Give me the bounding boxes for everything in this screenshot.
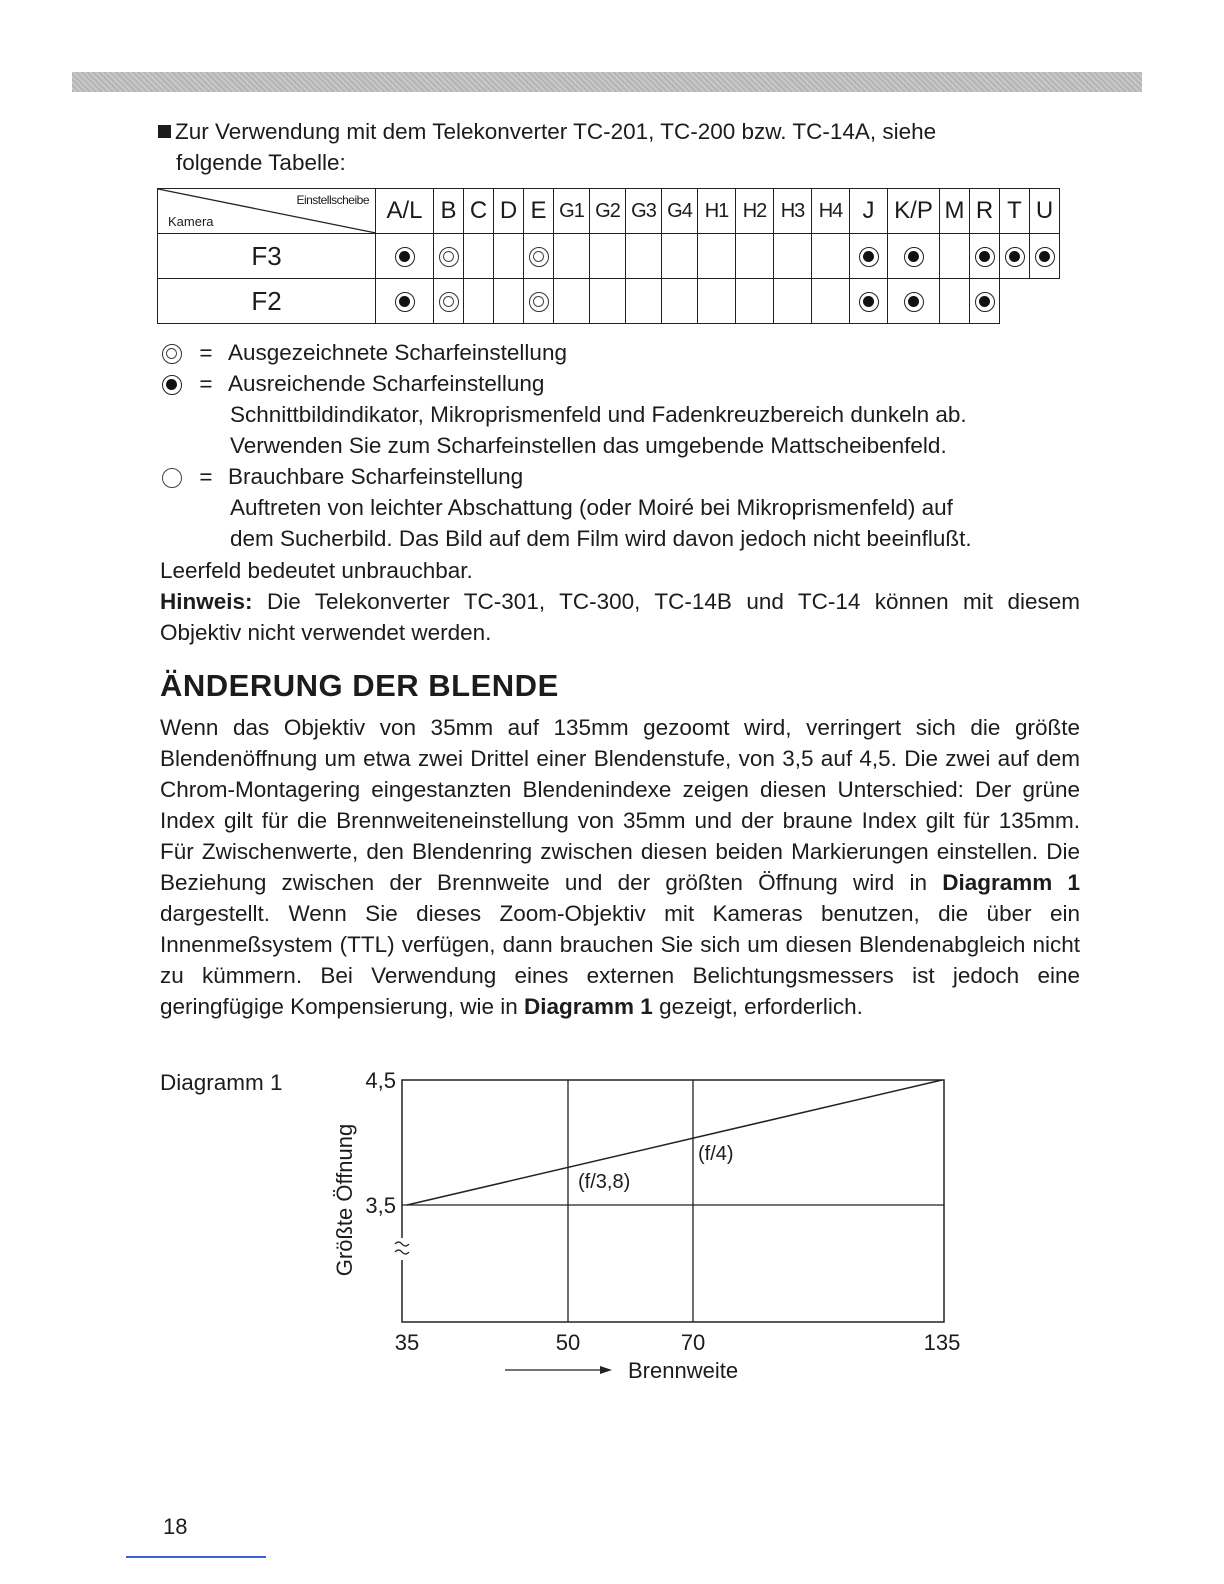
compat-cell <box>464 279 494 324</box>
column-header: H1 <box>698 189 736 234</box>
hint-text: Die Telekonverter TC-301, TC-300, TC-14B und TC-14 können mit diesem Objektiv nicht verwendet werden. <box>160 589 1080 645</box>
x-axis-label: Brennweite <box>628 1358 739 1383</box>
double-circle-icon <box>439 247 459 267</box>
compat-cell <box>434 279 464 324</box>
column-header: A/L <box>376 189 434 234</box>
compat-cell <box>970 279 1000 324</box>
aperture-chart <box>300 1060 1000 1390</box>
filled-circle-icon <box>1035 247 1055 267</box>
compat-cell <box>662 234 698 279</box>
x-tick-70: 70 <box>680 1330 706 1355</box>
column-header: G4 <box>662 189 698 234</box>
annotation-f4: (f/4) <box>698 1143 734 1165</box>
intro-text: Zur Verwendung mit dem Telekonverter TC-201, TC-200 bzw. TC-14A, siehe <box>175 119 937 144</box>
column-header: U <box>1030 189 1060 234</box>
compat-cell <box>524 234 554 279</box>
body-part-2: dargestellt. Wenn Sie dieses Zoom-Objektiv mit Kameras benutzen, die über ein Innenmeßsystem (TTL) verfügen, dann brauchen Sie sich um diesen Blendenabgleich nicht zu kümmern. Bei Verwendung eines externen Belichtungsmessers ist jedoch eine geringfügige Kompensierung, wie in <box>160 901 1080 1019</box>
compat-cell <box>850 279 888 324</box>
bullet-square-icon <box>158 125 171 138</box>
compat-cell <box>626 279 662 324</box>
x-tick-50: 50 <box>555 1330 581 1355</box>
legend-usable-detail-2: dem Sucherbild. Das Bild auf dem Film wird davon jedoch nicht beeinflußt. <box>230 526 972 551</box>
chart-frame <box>402 1080 944 1322</box>
compat-cell <box>774 234 812 279</box>
diagram-reference-1: Diagramm 1 <box>942 870 1080 895</box>
top-decorative-bar <box>72 72 1142 92</box>
column-header: C <box>464 189 494 234</box>
double-circle-icon <box>529 292 549 312</box>
column-header: G1 <box>554 189 590 234</box>
compat-cell <box>940 234 970 279</box>
filled-circle-icon <box>1005 247 1025 267</box>
compat-cell <box>736 279 774 324</box>
body-part-3: gezeigt, erforderlich. <box>659 994 863 1019</box>
table-corner-cell <box>158 189 376 234</box>
empty-field-note: Leerfeld bedeutet unbrauchbar. <box>160 558 473 583</box>
compat-cell <box>524 279 554 324</box>
intro-text-line2: folgende Tabelle: <box>176 150 346 175</box>
empty-circle-icon <box>162 468 182 488</box>
filled-circle-icon <box>859 292 879 312</box>
column-header: R <box>970 189 1000 234</box>
aperture-series-line <box>407 1080 942 1205</box>
compat-cell <box>494 279 524 324</box>
compat-cell <box>888 234 940 279</box>
compat-cell <box>590 279 626 324</box>
x-tick-135: 135 <box>923 1330 961 1355</box>
annotation-f3-8: (f/3,8) <box>578 1171 631 1193</box>
diagram-reference-2: Diagramm 1 <box>524 994 653 1019</box>
filled-circle-icon <box>975 247 995 267</box>
note-block <box>160 555 1080 648</box>
compat-cell <box>940 279 970 324</box>
filled-circle-icon <box>859 247 879 267</box>
y-tick-4-5: 4,5 <box>365 1068 396 1093</box>
legend-usable-detail-1: Auftreten von leichter Abschattung (oder Moiré bei Mikroprismenfeld) auf <box>230 495 953 520</box>
column-header: J <box>850 189 888 234</box>
legend-sufficient-detail-1: Schnittbildindikator, Mikroprismenfeld und Fadenkreuzbereich dunkeln ab. <box>230 402 967 427</box>
compat-cell <box>1000 234 1030 279</box>
camera-cell: F3 <box>158 234 376 279</box>
x-tick-35: 35 <box>394 1330 420 1355</box>
compat-cell <box>812 279 850 324</box>
legend <box>160 337 1080 554</box>
absent-cell <box>1000 279 1030 324</box>
filled-circle-icon <box>395 292 415 312</box>
intro-paragraph <box>158 116 1078 178</box>
compat-cell <box>662 279 698 324</box>
compat-cell <box>888 279 940 324</box>
table-row <box>158 234 1060 279</box>
arrow-right-icon <box>600 1366 612 1374</box>
filled-circle-icon <box>395 247 415 267</box>
column-header: H2 <box>736 189 774 234</box>
focusing-screen-table <box>157 188 1060 324</box>
compat-cell <box>1030 234 1060 279</box>
column-header: B <box>434 189 464 234</box>
diagram-label: Diagramm 1 <box>160 1070 283 1095</box>
section-body <box>160 712 1080 1022</box>
compat-cell <box>494 234 524 279</box>
column-header: K/P <box>888 189 940 234</box>
legend-row-usable <box>160 461 1080 492</box>
compat-cell <box>698 234 736 279</box>
compat-cell <box>812 234 850 279</box>
legend-row-sufficient <box>160 368 1080 399</box>
column-header: D <box>494 189 524 234</box>
compat-cell <box>698 279 736 324</box>
corner-label-camera: Kamera <box>168 214 214 229</box>
compat-cell <box>434 234 464 279</box>
y-tick-3-5: 3,5 <box>365 1193 396 1218</box>
hint-label: Hinweis: <box>160 589 253 614</box>
compat-cell <box>376 279 434 324</box>
legend-equals: = <box>199 340 213 365</box>
legend-equals: = <box>199 464 213 489</box>
section-heading: ÄNDERUNG DER BLENDE <box>160 668 559 703</box>
column-header: M <box>940 189 970 234</box>
page-number: 18 <box>163 1514 188 1539</box>
filled-circle-icon <box>904 247 924 267</box>
hint-paragraph <box>160 586 1080 648</box>
body-part-1: Wenn das Objektiv von 35mm auf 135mm gezoomt wird, verringert sich die größte Blendenöffnung um etwa zwei Drittel einer Blendenstufe, von 3,5 auf 4,5. Die zwei auf dem Chrom-Montagering eingestanzten Blendenindexe zeigen diesen Unterschied: Der grüne Index gilt für die Brennweiteneinstellung von 35mm und der braune Index gilt für 135mm. Für Zwischenwerte, den Blendenring zwischen diesen beiden Markierungen einstellen. Die Beziehung zwischen der Brennweite und der größten Öffnung wird in <box>160 715 1080 895</box>
legend-row-excellent <box>160 337 1080 368</box>
legend-excellent: Ausgezeichnete Scharfeinstellung <box>228 340 567 365</box>
double-circle-icon <box>162 344 182 364</box>
absent-cell <box>1030 279 1060 324</box>
column-header: G3 <box>626 189 662 234</box>
y-axis-label: Größte Öffnung <box>332 1123 357 1277</box>
double-circle-icon <box>439 292 459 312</box>
axis-break-gap <box>396 1238 410 1260</box>
column-header: E <box>524 189 554 234</box>
compat-cell <box>464 234 494 279</box>
legend-usable: Brauchbare Scharfeinstellung <box>228 464 524 489</box>
compat-cell <box>626 234 662 279</box>
column-header: G2 <box>590 189 626 234</box>
compat-cell <box>850 234 888 279</box>
compat-cell <box>736 234 774 279</box>
table-header-row <box>158 189 1060 234</box>
filled-circle-icon <box>162 375 182 395</box>
legend-sufficient: Ausreichende Scharfeinstellung <box>228 371 545 396</box>
compat-cell <box>970 234 1000 279</box>
footer-line <box>126 1556 266 1558</box>
column-header: H4 <box>812 189 850 234</box>
double-circle-icon <box>529 247 549 267</box>
legend-equals: = <box>199 371 213 396</box>
column-header: T <box>1000 189 1030 234</box>
filled-circle-icon <box>975 292 995 312</box>
legend-sufficient-detail-2: Verwenden Sie zum Scharfeinstellen das umgebende Mattscheibenfeld. <box>230 433 947 458</box>
compat-cell <box>774 279 812 324</box>
filled-circle-icon <box>904 292 924 312</box>
compat-cell <box>590 234 626 279</box>
corner-label-screen: Einstellscheibe <box>296 193 369 207</box>
compat-cell <box>376 234 434 279</box>
table-row <box>158 279 1060 324</box>
compat-cell <box>554 234 590 279</box>
column-header: H3 <box>774 189 812 234</box>
camera-cell: F2 <box>158 279 376 324</box>
compat-cell <box>554 279 590 324</box>
